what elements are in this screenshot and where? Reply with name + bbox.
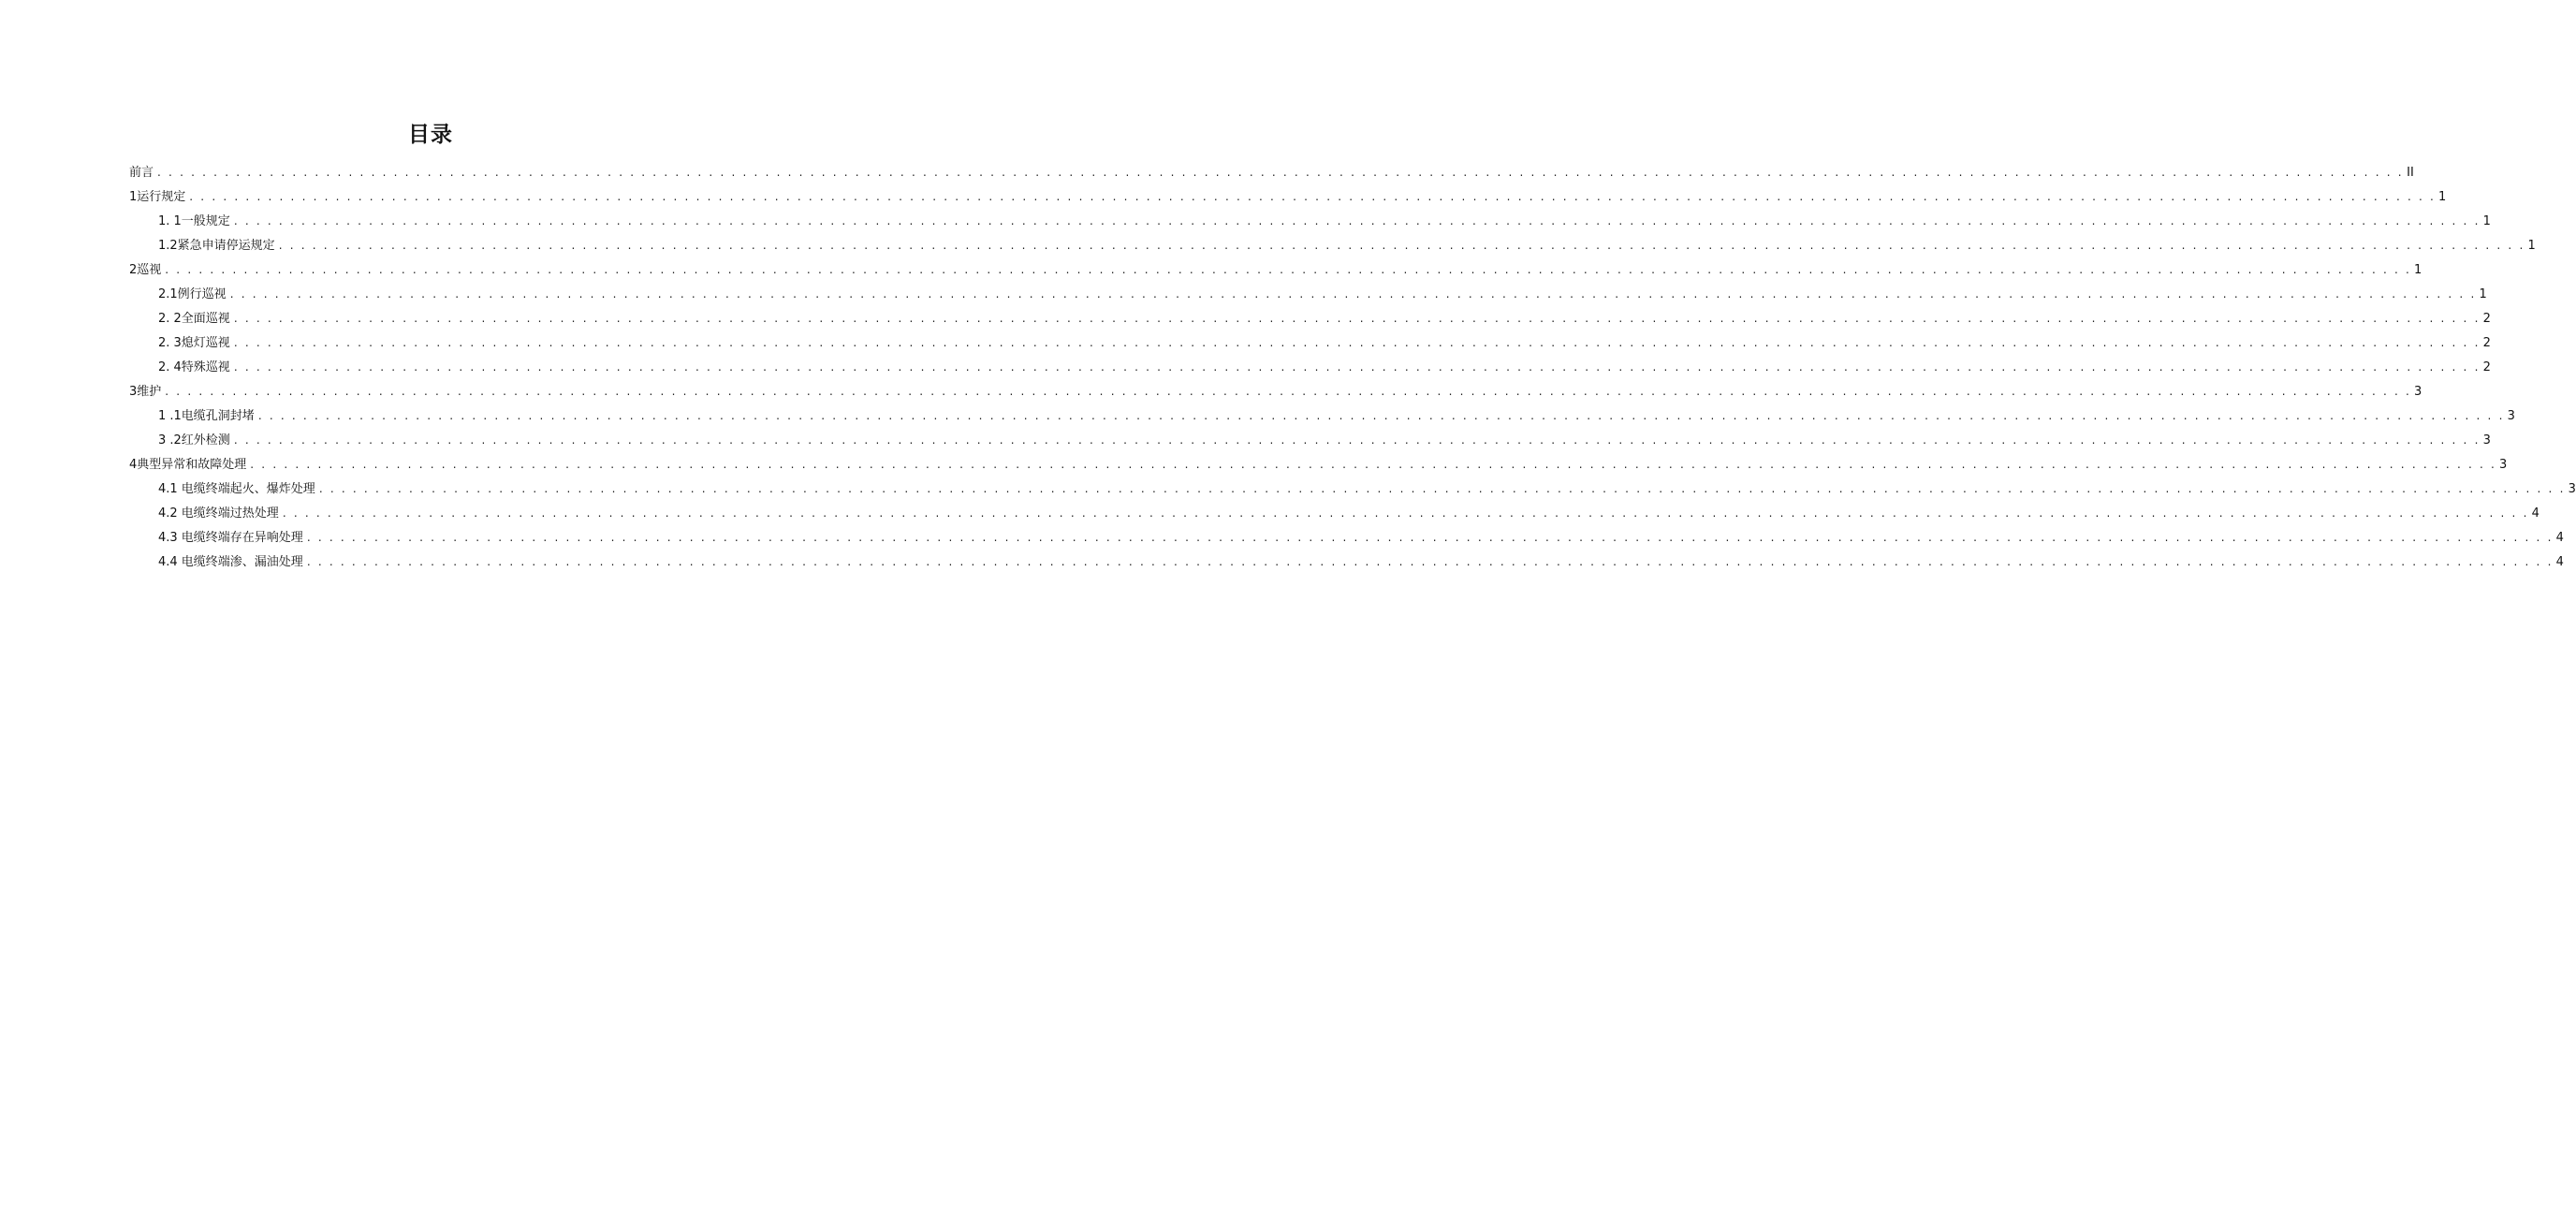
toc-entry-page-number: 1 xyxy=(2482,214,2491,228)
toc-dot-leader: . . . . . . . . . . . . . . . . . . . . . . . . . . . . . . . . . . . . . . . . . . . . . . . . . . . . . . . . . . . . . . . . . . . . . . . . . . . . . . . . . . . . . . . . . . . . . . . . . . . . . . . . . . . . . . . . . . . . . . . . . . . . . . . . . . . . . . . . . . . . . . . . . . . . . . . . . . . . . . . . . . . . . . . . . . . . . . . . . . . . . . . . . . . . . . . . . . . . . . . . xyxy=(250,458,2497,471)
toc-dot-leader: . . . . . . . . . . . . . . . . . . . . . . . . . . . . . . . . . . . . . . . . . . . . . . . . . . . . . . . . . . . . . . . . . . . . . . . . . . . . . . . . . . . . . . . . . . . . . . . . . . . . . . . . . . . . . . . . . . . . . . . . . . . . . . . . . . . . . . . . . . . . . . . . . . . . . . . . . . . . . . . . . . . . . . . . . . . . . . . . . . . . . . . . . . . . . . . . . . . . . . . . xyxy=(157,166,2404,179)
toc-entry-page-number: 3 xyxy=(2482,433,2491,448)
toc-entry-page-number: 3 xyxy=(2499,458,2508,472)
toc-dot-leader: . . . . . . . . . . . . . . . . . . . . . . . . . . . . . . . . . . . . . . . . . . . . . . . . . . . . . . . . . . . . . . . . . . . . . . . . . . . . . . . . . . . . . . . . . . . . . . . . . . . . . . . . . . . . . . . . . . . . . . . . . . . . . . . . . . . . . . . . . . . . . . . . . . . . . . . . . . . . . . . . . . . . . . . . . . . . . . . . . . . . . . . . . . . . . . . . . . . . . . . . xyxy=(278,239,2525,252)
toc-entry-label: 前言 xyxy=(129,166,154,180)
toc-entry-label: 2. 3熄灯巡视 xyxy=(158,336,230,350)
toc-entry-label: 2巡视 xyxy=(129,263,162,277)
toc-entry-page-number: 3 xyxy=(2568,482,2576,496)
toc-entry-page-number: 2 xyxy=(2482,336,2491,350)
toc-dot-leader: . . . . . . . . . . . . . . . . . . . . . . . . . . . . . . . . . . . . . . . . . . . . . . . . . . . . . . . . . . . . . . . . . . . . . . . . . . . . . . . . . . . . . . . . . . . . . . . . . . . . . . . . . . . . . . . . . . . . . . . . . . . . . . . . . . . . . . . . . . . . . . . . . . . . . . . . . . . . . . . . . . . . . . . . . . . . . . . . . . . . . . . . . . . . . . . . . . . . . . . . xyxy=(165,385,2412,398)
toc-entry[interactable] xyxy=(129,306,2491,330)
toc-entry-page-number: 4 xyxy=(2531,506,2539,521)
toc-entry-page-number: 2 xyxy=(2482,312,2491,326)
toc-entry-label: 1 .1电缆孔洞封堵 xyxy=(158,409,255,423)
toc-entry-label: 4.4 电缆终端渗、漏油处理 xyxy=(158,555,303,569)
toc-entry[interactable] xyxy=(129,209,2491,233)
toc-entry-label: 4典型异常和故障处理 xyxy=(129,458,247,472)
toc-entry[interactable] xyxy=(129,233,2536,257)
toc-entry-label: 2. 2全面巡视 xyxy=(158,312,230,326)
toc-entry-page-number: 1 xyxy=(2479,287,2487,301)
toc-dot-leader: . . . . . . . . . . . . . . . . . . . . . . . . . . . . . . . . . . . . . . . . . . . . . . . . . . . . . . . . . . . . . . . . . . . . . . . . . . . . . . . . . . . . . . . . . . . . . . . . . . . . . . . . . . . . . . . . . . . . . . . . . . . . . . . . . . . . . . . . . . . . . . . . . . . . . . . . . . . . . . . . . . . . . . . . . . . . . . . . . . . . . . . . . . . . . . . . . . . . . . . . xyxy=(306,531,2554,544)
toc-entry[interactable] xyxy=(129,257,2422,282)
toc-entry-label: 1运行规定 xyxy=(129,190,186,204)
toc-entry[interactable] xyxy=(129,330,2491,355)
toc-dot-leader: . . . . . . . . . . . . . . . . . . . . . . . . . . . . . . . . . . . . . . . . . . . . . . . . . . . . . . . . . . . . . . . . . . . . . . . . . . . . . . . . . . . . . . . . . . . . . . . . . . . . . . . . . . . . . . . . . . . . . . . . . . . . . . . . . . . . . . . . . . . . . . . . . . . . . . . . . . . . . . . . . . . . . . . . . . . . . . . . . . . . . . . . . . . . . . . . . . . . . . . . xyxy=(233,214,2481,227)
toc-dot-leader: . . . . . . . . . . . . . . . . . . . . . . . . . . . . . . . . . . . . . . . . . . . . . . . . . . . . . . . . . . . . . . . . . . . . . . . . . . . . . . . . . . . . . . . . . . . . . . . . . . . . . . . . . . . . . . . . . . . . . . . . . . . . . . . . . . . . . . . . . . . . . . . . . . . . . . . . . . . . . . . . . . . . . . . . . . . . . . . . . . . . . . . . . . . . . . . . . . . . . . . . xyxy=(233,336,2481,349)
toc-entry[interactable] xyxy=(129,501,2539,525)
toc-entry-label: 3 .2红外检测 xyxy=(158,433,230,448)
toc-entry[interactable] xyxy=(129,525,2564,550)
toc-entry[interactable] xyxy=(129,550,2564,574)
toc-entry-page-number: 1 xyxy=(2414,263,2422,277)
toc-entry[interactable] xyxy=(129,355,2491,379)
toc-entry-page-number: II xyxy=(2407,166,2414,180)
toc-entry-label: 2. 4特殊巡视 xyxy=(158,360,230,374)
toc-entry[interactable] xyxy=(129,160,2414,184)
toc-entry-page-number: 3 xyxy=(2507,409,2515,423)
toc-entry-page-number: 2 xyxy=(2482,360,2491,374)
toc-entry-page-number: 1 xyxy=(2527,239,2536,253)
toc-entry-label: 1.2紧急申请停运规定 xyxy=(158,239,275,253)
toc-dot-leader: . . . . . . . . . . . . . . . . . . . . . . . . . . . . . . . . . . . . . . . . . . . . . . . . . . . . . . . . . . . . . . . . . . . . . . . . . . . . . . . . . . . . . . . . . . . . . . . . . . . . . . . . . . . . . . . . . . . . . . . . . . . . . . . . . . . . . . . . . . . . . . . . . . . . . . . . . . . . . . . . . . . . . . . . . . . . . . . . . . . . . . . . . . . . . . . . . . . . . . . . xyxy=(306,555,2554,568)
toc-dot-leader: . . . . . . . . . . . . . . . . . . . . . . . . . . . . . . . . . . . . . . . . . . . . . . . . . . . . . . . . . . . . . . . . . . . . . . . . . . . . . . . . . . . . . . . . . . . . . . . . . . . . . . . . . . . . . . . . . . . . . . . . . . . . . . . . . . . . . . . . . . . . . . . . . . . . . . . . . . . . . . . . . . . . . . . . . . . . . . . . . . . . . . . . . . . . . . . . . . . . . . . . xyxy=(229,287,2477,301)
toc-entry-label: 4.1 电缆终端起火、爆炸处理 xyxy=(158,482,315,496)
toc-dot-leader: . . . . . . . . . . . . . . . . . . . . . . . . . . . . . . . . . . . . . . . . . . . . . . . . . . . . . . . . . . . . . . . . . . . . . . . . . . . . . . . . . . . . . . . . . . . . . . . . . . . . . . . . . . . . . . . . . . . . . . . . . . . . . . . . . . . . . . . . . . . . . . . . . . . . . . . . . . . . . . . . . . . . . . . . . . . . . . . . . . . . . . . . . . . . . . . . . . . . . . . . xyxy=(233,433,2481,447)
toc-entry-label: 1. 1一般规定 xyxy=(158,214,230,228)
toc-entry[interactable] xyxy=(129,404,2515,428)
toc-entry-label: 3维护 xyxy=(129,385,162,399)
toc-entry[interactable] xyxy=(129,184,2447,209)
toc-entry-page-number: 4 xyxy=(2555,531,2564,545)
toc-title: 目录 xyxy=(408,123,453,147)
toc-dot-leader: . . . . . . . . . . . . . . . . . . . . . . . . . . . . . . . . . . . . . . . . . . . . . . . . . . . . . . . . . . . . . . . . . . . . . . . . . . . . . . . . . . . . . . . . . . . . . . . . . . . . . . . . . . . . . . . . . . . . . . . . . . . . . . . . . . . . . . . . . . . . . . . . . . . . . . . . . . . . . . . . . . . . . . . . . . . . . . . . . . . . . . . . . . . . . . . . . . . . . . . . xyxy=(189,190,2437,203)
toc-entry-label: 2.1例行巡视 xyxy=(158,287,227,301)
toc-entry-label: 4.3 电缆终端存在异响处理 xyxy=(158,531,303,545)
toc-dot-leader: . . . . . . . . . . . . . . . . . . . . . . . . . . . . . . . . . . . . . . . . . . . . . . . . . . . . . . . . . . . . . . . . . . . . . . . . . . . . . . . . . . . . . . . . . . . . . . . . . . . . . . . . . . . . . . . . . . . . . . . . . . . . . . . . . . . . . . . . . . . . . . . . . . . . . . . . . . . . . . . . . . . . . . . . . . . . . . . . . . . . . . . . . . . . . . . . . . . . . . . . xyxy=(165,263,2412,276)
toc-dot-leader: . . . . . . . . . . . . . . . . . . . . . . . . . . . . . . . . . . . . . . . . . . . . . . . . . . . . . . . . . . . . . . . . . . . . . . . . . . . . . . . . . . . . . . . . . . . . . . . . . . . . . . . . . . . . . . . . . . . . . . . . . . . . . . . . . . . . . . . . . . . . . . . . . . . . . . . . . . . . . . . . . . . . . . . . . . . . . . . . . . . . . . . . . . . . . . . . . . . . . . . . xyxy=(282,506,2529,520)
toc-entry[interactable] xyxy=(129,452,2508,477)
toc-dot-leader: . . . . . . . . . . . . . . . . . . . . . . . . . . . . . . . . . . . . . . . . . . . . . . . . . . . . . . . . . . . . . . . . . . . . . . . . . . . . . . . . . . . . . . . . . . . . . . . . . . . . . . . . . . . . . . . . . . . . . . . . . . . . . . . . . . . . . . . . . . . . . . . . . . . . . . . . . . . . . . . . . . . . . . . . . . . . . . . . . . . . . . . . . . . . . . . . . . . . . . . . xyxy=(257,409,2505,422)
toc-entry[interactable] xyxy=(129,379,2422,404)
toc-entry[interactable] xyxy=(129,282,2487,306)
toc-entry[interactable] xyxy=(129,428,2491,452)
toc-dot-leader: . . . . . . . . . . . . . . . . . . . . . . . . . . . . . . . . . . . . . . . . . . . . . . . . . . . . . . . . . . . . . . . . . . . . . . . . . . . . . . . . . . . . . . . . . . . . . . . . . . . . . . . . . . . . . . . . . . . . . . . . . . . . . . . . . . . . . . . . . . . . . . . . . . . . . . . . . . . . . . . . . . . . . . . . . . . . . . . . . . . . . . . . . . . . . . . . . . . . . . . . xyxy=(233,360,2481,374)
toc-entry-page-number: 4 xyxy=(2555,555,2564,569)
toc-dot-leader: . . . . . . . . . . . . . . . . . . . . . . . . . . . . . . . . . . . . . . . . . . . . . . . . . . . . . . . . . . . . . . . . . . . . . . . . . . . . . . . . . . . . . . . . . . . . . . . . . . . . . . . . . . . . . . . . . . . . . . . . . . . . . . . . . . . . . . . . . . . . . . . . . . . . . . . . . . . . . . . . . . . . . . . . . . . . . . . . . . . . . . . . . . . . . . . . . . . . . . . . xyxy=(318,482,2566,495)
toc-entry-page-number: 3 xyxy=(2414,385,2422,399)
toc-entry[interactable] xyxy=(129,477,2576,501)
toc-entry-page-number: 1 xyxy=(2438,190,2447,204)
toc-dot-leader: . . . . . . . . . . . . . . . . . . . . . . . . . . . . . . . . . . . . . . . . . . . . . . . . . . . . . . . . . . . . . . . . . . . . . . . . . . . . . . . . . . . . . . . . . . . . . . . . . . . . . . . . . . . . . . . . . . . . . . . . . . . . . . . . . . . . . . . . . . . . . . . . . . . . . . . . . . . . . . . . . . . . . . . . . . . . . . . . . . . . . . . . . . . . . . . . . . . . . . . . xyxy=(233,312,2481,325)
table-of-contents xyxy=(129,160,2576,574)
toc-entry-label: 4.2 电缆终端过热处理 xyxy=(158,506,279,521)
